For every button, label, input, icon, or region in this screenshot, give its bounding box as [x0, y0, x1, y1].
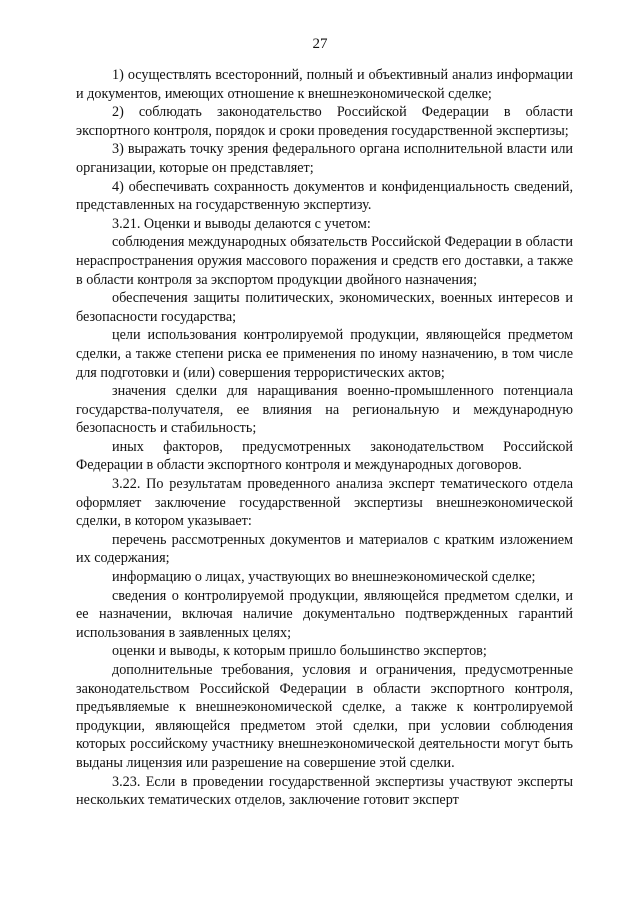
paragraph-3-21-item-1: соблюдения международных обязательств Российской Федерации в области нераспространения оружия массового поражения и средств его доставки, а также в области контроля за экспортом продукции двойного назначения;: [76, 234, 573, 288]
paragraph-duty-1: 1) осуществлять всесторонний, полный и объективный анализ информации и документов, имеющих отношение к внешнеэкономической сделке;: [76, 67, 573, 102]
paragraph-3-21-item-5: иных факторов, предусмотренных законодательством Российской Федерации в области экспортного контроля и международных договоров.: [76, 438, 573, 474]
paragraph-3-22: 3.22. По результатам проведенного анализа эксперт тематического отдела оформляет заключение государственной экспертизы внешнеэкономической сделки, в котором указывает:: [76, 476, 573, 530]
paragraph-3-21-item-3: цели использования контролируемой продукции, являющейся предметом сделки, а также степени риска ее применения по иному назначению, в том числе для подготовки и (или) совершения террористических актов;: [76, 327, 573, 381]
paragraph-duty-2: 2) соблюдать законодательство Российской Федерации в области экспортного контроля, порядок и сроки проведения государственной экспертизы;: [76, 104, 573, 139]
paragraph-3-22-item-4: оценки и выводы, к которым пришло большинство экспертов;: [112, 643, 487, 660]
paragraph-3-21: 3.21. Оценки и выводы делаются с учетом:: [112, 215, 371, 232]
paragraph-3-21-item-2: обеспечения защиты политических, экономических, военных интересов и безопасности государства;: [76, 290, 573, 325]
paragraph-3-22-item-3: сведения о контролируемой продукции, являющейся предметом сделки, и ее назначении, включая наличие документально подтвержденных гарантий использования в заявленных целях;: [76, 587, 573, 641]
paragraph-3-22-item-1: перечень рассмотренных документов и материалов с кратким изложением их содержания;: [76, 531, 573, 567]
paragraph-3-23: 3.23. Если в проведении государственной экспертизы участвуют эксперты нескольких тематических отделов, заключение готовит эксперт: [76, 773, 573, 809]
paragraph-3-22-item-2: информацию о лицах, участвующих во внешнеэкономической сделке;: [112, 569, 536, 586]
paragraph-3-22-item-5: дополнительные требования, условия и ограничения, предусмотренные законодательством Российской Федерации в области экспортного контроля, предъявляемые к внешнеэкономической сделке, а также к контролируемой продукции, являющейся предметом этой сделки, при условии соблюдения которых российскому участнику внешнеэкономической деятельности могут быть выданы лицензия или разрешение на совершение этой сделки.: [76, 662, 573, 771]
paragraph-duty-3: 3) выражать точку зрения федерального органа исполнительной власти или организации, которые он представляет;: [76, 141, 573, 176]
paragraph-duty-4: 4) обеспечивать сохранность документов и конфиденциальность сведений, представленных на государственную экспертизу.: [76, 178, 573, 214]
paragraph-3-21-item-4: значения сделки для наращивания военно-промышленного потенциала государства-получателя, ее влияния на региональную и международную безопасность и стабильность;: [76, 383, 573, 437]
page-number: 27: [312, 36, 328, 52]
document-body: [76, 66, 573, 810]
